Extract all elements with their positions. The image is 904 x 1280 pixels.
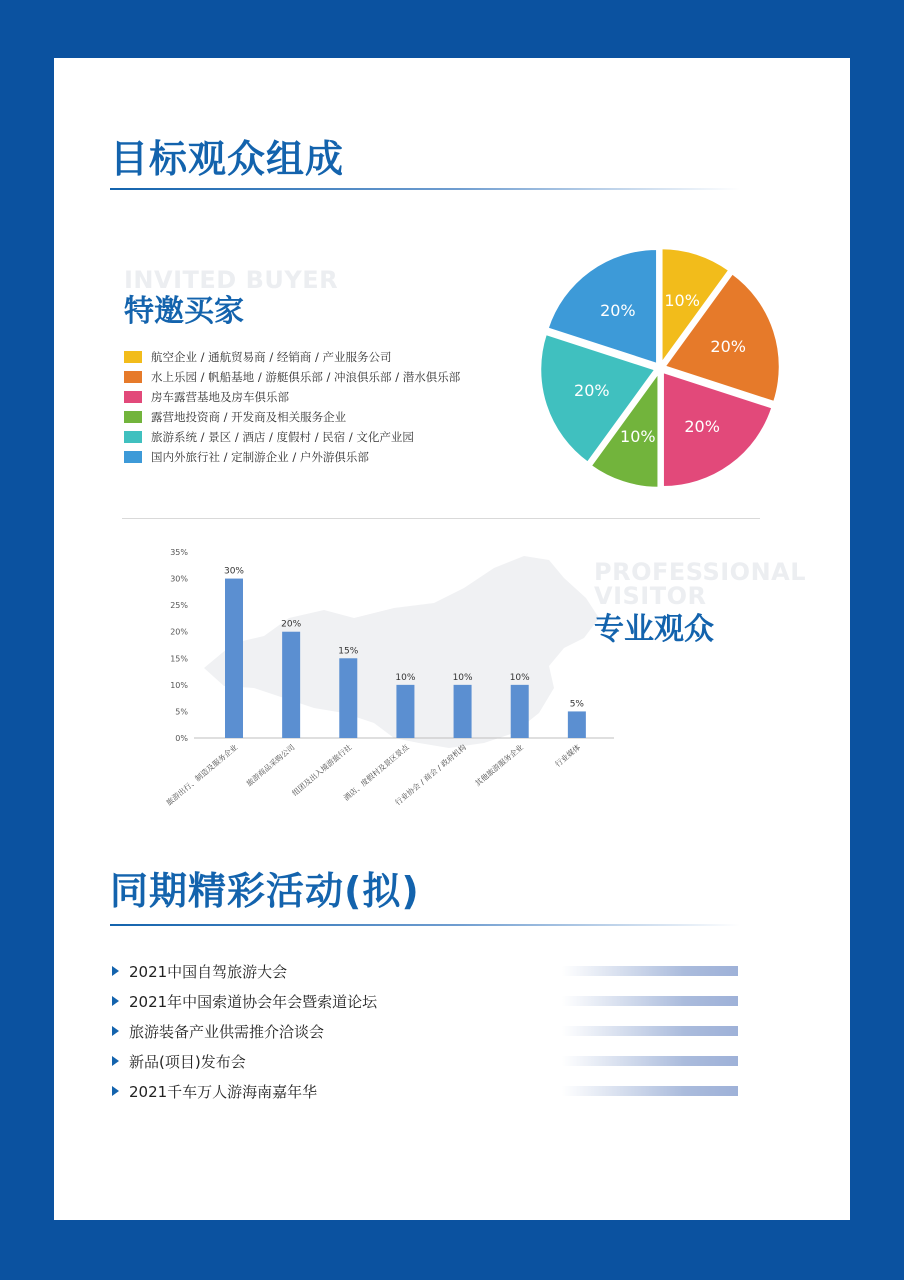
legend-label: 房车露营基地及房车俱乐部 bbox=[151, 390, 289, 404]
legend-swatch bbox=[124, 451, 142, 463]
decorative-gradient-bar bbox=[562, 1086, 738, 1096]
decorative-gradient-bar bbox=[562, 1026, 738, 1036]
x-category-label: 酒店、度假村及景区景点 bbox=[341, 742, 411, 803]
pie-legend bbox=[124, 347, 460, 467]
bar-value-label: 10% bbox=[395, 672, 416, 683]
legend-item bbox=[124, 447, 460, 467]
bar-chart bbox=[154, 542, 644, 812]
legend-swatch bbox=[124, 411, 142, 423]
x-category-label: 旅游出行、制造及服务企业 bbox=[164, 742, 240, 808]
bar-value-label: 10% bbox=[452, 672, 473, 683]
event-label: 旅游装备产业供需推介洽谈会 bbox=[129, 1022, 325, 1041]
pie-slice-label: 10% bbox=[664, 290, 700, 310]
bar-value-label: 5% bbox=[569, 699, 584, 710]
legend-label: 航空企业 / 通航贸易商 / 经销商 / 产业服务公司 bbox=[151, 350, 392, 364]
professional-visitor-watermark-line1: PROFESSIONAL bbox=[594, 558, 807, 586]
pie-slice-label: 20% bbox=[574, 381, 610, 401]
event-label: 2021年中国索道协会年会暨索道论坛 bbox=[129, 992, 378, 1011]
event-item bbox=[112, 1016, 742, 1046]
bar bbox=[339, 658, 357, 738]
invited-buyer-title: 特邀买家 bbox=[124, 294, 244, 329]
content-card bbox=[54, 58, 850, 1220]
x-category-label: 行业媒体 bbox=[553, 742, 583, 769]
event-item bbox=[112, 1076, 742, 1106]
legend-label: 露营地投资商 / 开发商及相关服务企业 bbox=[151, 410, 347, 424]
title-underline bbox=[110, 188, 740, 190]
y-tick-label: 5% bbox=[175, 707, 188, 717]
decorative-gradient-bar bbox=[562, 966, 738, 976]
pie-chart bbox=[530, 238, 790, 498]
legend-swatch bbox=[124, 351, 142, 363]
triangle-bullet-icon bbox=[112, 996, 119, 1006]
bar-value-label: 15% bbox=[338, 646, 359, 657]
events-section-title: 同期精彩活动(拟) bbox=[110, 869, 420, 913]
event-label: 2021千车万人游海南嘉年华 bbox=[129, 1082, 318, 1101]
events-list bbox=[112, 956, 742, 1106]
triangle-bullet-icon bbox=[112, 1056, 119, 1066]
y-tick-label: 35% bbox=[170, 548, 188, 557]
pie-slice-label: 20% bbox=[710, 336, 746, 356]
legend-label: 旅游系统 / 景区 / 酒店 / 度假村 / 民宿 / 文化产业园 bbox=[151, 430, 414, 444]
y-tick-label: 30% bbox=[170, 574, 188, 584]
y-tick-label: 20% bbox=[170, 627, 188, 637]
y-tick-label: 25% bbox=[170, 601, 188, 611]
events-title-underline bbox=[110, 924, 740, 926]
professional-visitor-title: 专业观众 bbox=[594, 612, 714, 647]
legend-item bbox=[124, 427, 460, 447]
bar-value-label: 30% bbox=[223, 566, 245, 577]
x-category-label: 旅游商品采购公司 bbox=[244, 742, 297, 789]
bar bbox=[282, 632, 300, 738]
legend-swatch bbox=[124, 391, 142, 403]
bar bbox=[568, 711, 586, 738]
y-tick-label: 15% bbox=[170, 654, 188, 664]
professional-visitor-watermark-line2: VISITOR bbox=[594, 582, 707, 610]
bar-value-label: 10% bbox=[509, 672, 530, 683]
x-category-label: 组团及出入境游旅行社 bbox=[290, 742, 354, 798]
y-tick-label: 10% bbox=[170, 680, 188, 690]
legend-item bbox=[124, 387, 460, 407]
triangle-bullet-icon bbox=[112, 966, 119, 976]
event-label: 2021中国自驾旅游大会 bbox=[129, 962, 288, 981]
audience-section-title: 目标观众组成 bbox=[110, 137, 345, 181]
pie-slice-label: 10% bbox=[620, 427, 656, 447]
legend-item bbox=[124, 407, 460, 427]
bar bbox=[396, 685, 414, 738]
bar bbox=[454, 685, 472, 738]
event-item bbox=[112, 986, 742, 1016]
decorative-gradient-bar bbox=[562, 996, 738, 1006]
bar-value-label: 20% bbox=[281, 619, 302, 630]
legend-label: 国内外旅行社 / 定制游企业 / 户外游俱乐部 bbox=[151, 450, 369, 464]
bar bbox=[225, 579, 243, 738]
event-label: 新品(项目)发布会 bbox=[129, 1052, 246, 1071]
legend-label: 水上乐园 / 帆船基地 / 游艇俱乐部 / 冲浪俱乐部 / 潜水俱乐部 bbox=[151, 370, 461, 384]
legend-item bbox=[124, 367, 460, 387]
event-item bbox=[112, 1046, 742, 1076]
section-divider bbox=[122, 518, 760, 519]
bar bbox=[511, 685, 529, 738]
pie-slice-label: 20% bbox=[684, 417, 720, 437]
legend-swatch bbox=[124, 371, 142, 383]
triangle-bullet-icon bbox=[112, 1026, 119, 1036]
legend-item bbox=[124, 347, 460, 367]
y-tick-label: 0% bbox=[175, 734, 188, 743]
triangle-bullet-icon bbox=[112, 1086, 119, 1096]
decorative-gradient-bar bbox=[562, 1056, 738, 1066]
pie-slice-label: 20% bbox=[600, 300, 636, 320]
x-category-label: 行业协会 / 商会 / 政府机构 bbox=[393, 742, 468, 808]
legend-swatch bbox=[124, 431, 142, 443]
invited-buyer-watermark: INVITED BUYER bbox=[124, 266, 339, 294]
x-category-label: 其他旅游服务企业 bbox=[473, 742, 525, 789]
event-item bbox=[112, 956, 742, 986]
